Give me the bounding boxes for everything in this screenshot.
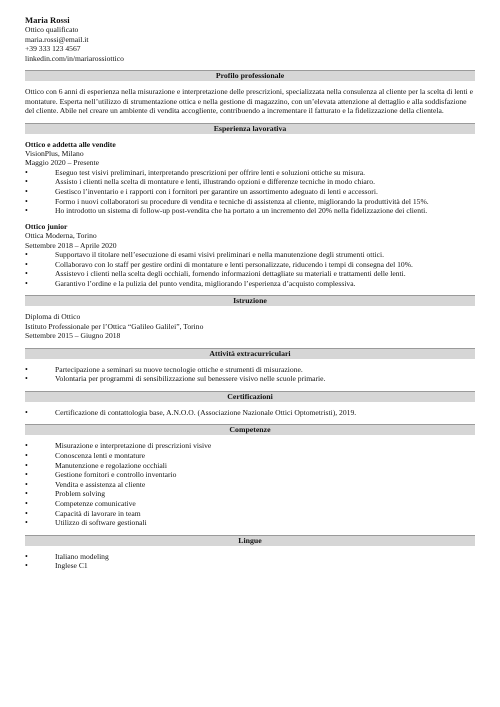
job-title: Ottico e addetta alle vendite [25,139,116,149]
list-item: • Formo i nuovi collaboratori su procedure di vendita e tecniche di assistenza al cliente, migliorando la produttività del 15%. [25,197,475,207]
list-item: • Partecipazione a seminari su nuove tecnologie ottiche e strumenti di misurazione. [25,365,475,375]
list-item: • Problem solving [25,489,475,499]
list-item: • Supportavo il titolare nell’esecuzione di esami visivi preliminari e nella manutenzione degli strumenti ottici. [25,250,475,260]
list-item: • Conoscenza lenti e montature [25,451,475,461]
list-item: • Capacità di lavorare in team [25,509,475,519]
list-item: • Eseguo test visivi preliminari, interpretando prescrizioni per offrire lenti e soluzioni ottiche su misura. [25,168,475,178]
job-bullets [25,250,475,288]
list-item: • Italiano modeling [25,552,475,562]
certifications-list [25,408,475,418]
list-item: • Gestisco l’inventario e i rapporti con i fornitori per garantire un assortimento adeguato di lenti e accessori. [25,187,475,197]
list-item: • Ho introdotto un sistema di follow-up post-vendita che ha portato a un incremento del 20% nella fidelizzazione dei clienti. [25,206,475,216]
list-item: • Inglese C1 [25,561,475,571]
education-school: Istituto Professionale per l’Ottica “Galileo Galilei”, Torino [25,321,204,331]
phone-text: +39 333 123 4567 [25,44,81,54]
activities-list [25,365,475,384]
list-item: • Vendita e assistenza al cliente [25,480,475,490]
resume-page [25,15,475,571]
job-period: Maggio 2020 – Presente [25,158,100,168]
section-heading-profile: Profilo professionale [25,70,475,81]
education-degree: Diploma di Ottico [25,312,81,322]
list-item: • Volontaria per programmi di sensibilizzazione sul benessere visivo nelle scuole primarie. [25,374,475,384]
list-item: • Certificazione di contattologia base, A.N.O.O. (Associazione Nazionale Ottici Optometristi), 2019. [25,408,475,418]
section-heading-certifications: Certificazioni [25,391,475,402]
list-item: • Misurazione e interpretazione di prescrizioni visive [25,441,475,451]
list-item: • Competenze comunicative [25,499,475,509]
contact-block [25,25,475,63]
section-heading-languages: Lingue [25,535,475,546]
list-item: • Collaboravo con lo staff per gestire ordini di montature e lenti personalizzate, riducendo i tempi di consegna del 10%. [25,260,475,270]
linkedin-text: linkedin.com/in/mariarossiottico [25,53,124,63]
job-title: Ottico junior [25,221,68,231]
candidate-name: Maria Rossi [25,15,70,25]
list-item: • Utilizzo di software gestionali [25,518,475,528]
list-item: • Assistevo i clienti nella scelta degli occhiali, fornendo informazioni dettagliate su materiali e trattamenti delle lenti. [25,269,475,279]
list-item: • Manutenzione e regolazione occhiali [25,461,475,471]
job-entry [25,222,475,289]
profile-summary: Ottico con 6 anni di esperienza nella misurazione e interpretazione delle prescrizioni, specializzata nella consulenza al cliente per la scelta di lenti e montature. Esperta nell’utilizzo di strumentazione ottica e nella gestione di magazzino, con un’elevata attenzione al dettaglio e alla soddisfazione del cliente. Abile nel creare un ambiente di vendita accogliente, contribuendo a incrementare il fatturato e la fidelizzazione della clientela. [25,87,474,116]
job-company: VisionPlus, Milano [25,149,84,158]
education-period: Settembre 2015 – Giugno 2018 [25,331,121,341]
section-heading-experience: Esperienza lavorativa [25,123,475,134]
email-text: maria.rossi@email.it [25,34,89,44]
skills-list [25,441,475,527]
resume-header [25,15,475,63]
section-heading-skills: Competenze [25,424,475,435]
section-heading-activities: Attività extracurriculari [25,348,475,359]
job-period: Settembre 2018 – Aprile 2020 [25,240,117,250]
section-heading-education: Istruzione [25,295,475,306]
list-item: • Gestione fornitori e controllo inventario [25,470,475,480]
list-item: • Garantivo l’ordine e la pulizia del punto vendita, migliorando l’esperienza d’acquisto complessiva. [25,279,475,289]
candidate-role: Ottico qualificato [25,25,79,34]
job-entry [25,140,475,216]
education-entry [25,312,475,340]
languages-list [25,552,475,571]
job-company: Ottica Moderna, Torino [25,231,97,241]
list-item: • Assisto i clienti nella scelta di montature e lenti, illustrando opzioni e differenze tecniche in modo chiaro. [25,177,475,187]
job-bullets [25,168,475,216]
